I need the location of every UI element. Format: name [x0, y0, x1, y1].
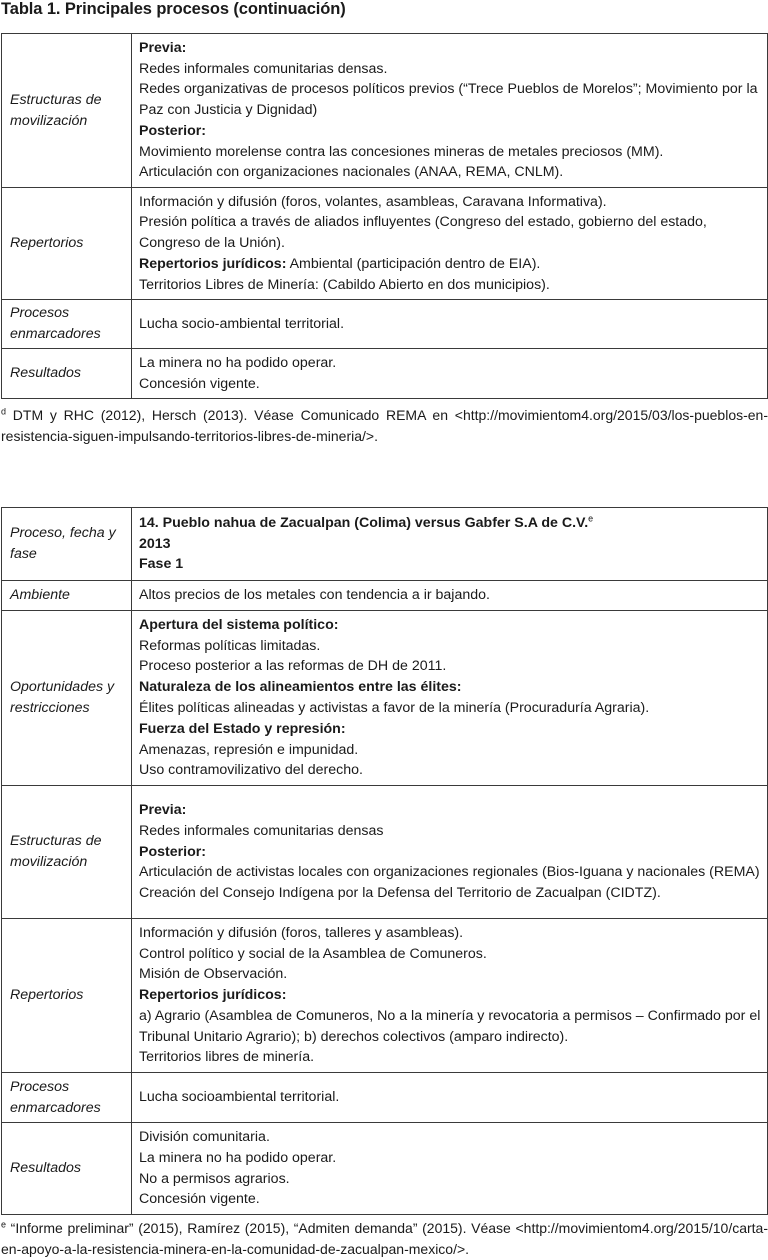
ambiente-text: Altos precios de los metales con tendencia a ir bajando.	[139, 587, 490, 604]
row-content-procesos	[132, 1073, 768, 1123]
oportunidades-heading: Naturaleza de los alineamientos entre las élites:	[139, 679, 462, 696]
row-label-procesos: Procesos enmarcadores	[2, 1073, 132, 1123]
proceso-fase: Fase 1	[139, 556, 184, 573]
row-label-ambiente: Ambiente	[2, 581, 132, 611]
repertorio-line: Control político y social de la Asamblea de Comuneros.	[139, 945, 487, 962]
row-content-repertorios	[132, 919, 768, 1073]
oportunidades-line: Élites políticas alineadas y activistas a favor de la minería (Procuraduría Agraria).	[139, 700, 650, 716]
proceso-year: 2013	[139, 535, 171, 552]
table-row	[2, 188, 768, 300]
repertorio-line: Información y difusión (foros, talleres y asambleas).	[139, 924, 464, 941]
posterior-line: Articulación con organizaciones nacionales (ANAA, REMA, CNLM).	[139, 164, 564, 181]
footnote-d	[1, 405, 768, 447]
repertorio-line: Presión política a través de aliados influyentes (Congreso del estado, gobierno del estado, Congreso de la Unión).	[139, 214, 707, 252]
oportunidades-line: Proceso posterior a las reformas de DH de 2011.	[139, 658, 447, 675]
row-content-estructuras	[132, 34, 768, 188]
repertorio-line: Misión de Observación.	[139, 966, 288, 983]
table-row	[2, 786, 768, 919]
repertorio-juridico-line	[139, 254, 763, 275]
juridicos-heading: Repertorios jurídicos:	[139, 255, 287, 272]
proceso-title: 14. Pueblo nahua de Zacualpan (Colima) versus Gabfer S.A de C.V.	[139, 514, 589, 531]
row-label-resultados: Resultados	[2, 349, 132, 399]
juridicos-heading: Repertorios jurídicos:	[139, 987, 287, 1004]
table-row	[2, 34, 768, 188]
previa-line: Redes organizativas de procesos políticos previos (“Trece Pueblos de Morelos”; Movimiento por la Paz con Justicia y Dignidad)	[139, 81, 758, 119]
oportunidades-line: Amenazas, represión e impunidad.	[139, 741, 359, 758]
footnote-marker: e	[588, 513, 594, 524]
footnote-marker: e	[1, 1219, 7, 1230]
row-label-repertorios: Repertorios	[2, 919, 132, 1073]
oportunidades-heading: Fuerza del Estado y represión:	[139, 720, 346, 737]
table-procesos-continuacion	[1, 33, 768, 399]
footnote-text: “Informe preliminar” (2015), Ramírez (2015), “Admiten demanda” (2015). Véase <http://movimientom4.org/2015/10/carta-en-apoyo-a-la-resistencia-minera-en-la-comunidad-de-zacualpan-mexico/>.	[1, 1220, 768, 1257]
previa-heading: Previa:	[139, 802, 187, 818]
oportunidades-heading: Apertura del sistema político:	[139, 616, 339, 633]
table-row	[2, 611, 768, 786]
posterior-line: Movimiento morelense contra las concesiones mineras de metales preciosos (MM).	[139, 143, 664, 160]
oportunidades-line: Uso contramovilizativo del derecho.	[139, 762, 363, 779]
row-content-resultados	[132, 1123, 768, 1215]
repertorio-line: Territorios Libres de Minería: (Cabildo Abierto en dos municipios).	[139, 276, 550, 293]
table-row	[2, 1073, 768, 1123]
repertorio-line: Territorios libres de minería.	[139, 1049, 315, 1066]
juridicos-text: Ambiental (participación dentro de EIA).	[286, 255, 541, 272]
row-label-procesos: Procesos enmarcadores	[2, 300, 132, 349]
row-content-proceso	[132, 508, 768, 581]
footnote-e	[1, 1218, 768, 1260]
resultado-line: División comunitaria.	[139, 1128, 270, 1145]
row-content-oportunidades	[132, 611, 768, 786]
page-title: Tabla 1. Principales procesos (continuación)	[1, 0, 346, 18]
table-row	[2, 508, 768, 581]
row-label-proceso: Proceso, fecha y fase	[2, 508, 132, 581]
footnote-marker: d	[1, 406, 7, 417]
table-row	[2, 349, 768, 399]
footnote-text: DTM y RHC (2012), Hersch (2013). Véase Comunicado REMA en <http://movimientom4.org/2015/03/los-pueblos-en-resistencia-siguen-impulsando-territorios-libres-de-mineria/>.	[1, 407, 768, 444]
procesos-text: Lucha socioambiental territorial.	[139, 1089, 340, 1106]
previa-line: Redes informales comunitarias densas.	[139, 60, 388, 77]
row-label-resultados: Resultados	[2, 1123, 132, 1215]
previa-heading: Previa:	[139, 39, 187, 56]
oportunidades-line: Reformas políticas limitadas.	[139, 637, 321, 654]
row-content-resultados	[132, 349, 768, 399]
resultado-line: Concesión vigente.	[139, 375, 260, 392]
repertorio-line: Información y difusión (foros, volantes, asambleas, Caravana Informativa).	[139, 193, 607, 210]
table-row	[2, 300, 768, 349]
row-label-oportunidades: Oportunidades y restricciones	[2, 611, 132, 786]
proceso-title-line	[139, 513, 763, 534]
posterior-heading: Posterior:	[139, 122, 207, 139]
row-content-repertorios	[132, 188, 768, 300]
posterior-line: Articulación de activistas locales con organizaciones regionales (Bios-Iguana y nacionales (REMA)	[139, 864, 760, 881]
resultado-line: No a permisos agrarios.	[139, 1170, 290, 1187]
posterior-line: Creación del Consejo Indígena por la Defensa del Territorio de Zacualpan (CIDTZ).	[139, 885, 661, 902]
table-row	[2, 1123, 768, 1215]
table-row	[2, 581, 768, 611]
procesos-text: Lucha socio-ambiental territorial.	[139, 315, 345, 332]
resultado-line: La minera no ha podido operar.	[139, 354, 337, 371]
table-proceso-14	[1, 507, 768, 1215]
row-label-estructuras: Estructuras de movilización	[2, 786, 132, 919]
resultado-line: La minera no ha podido operar.	[139, 1149, 337, 1166]
row-content-ambiente	[132, 581, 768, 611]
previa-line: Redes informales comunitarias densas	[139, 822, 384, 839]
row-label-estructuras: Estructuras de movilización	[2, 34, 132, 188]
row-content-estructuras	[132, 786, 768, 919]
table-row	[2, 919, 768, 1073]
resultado-line: Concesión vigente.	[139, 1191, 260, 1208]
row-label-repertorios: Repertorios	[2, 188, 132, 300]
repertorio-line: a) Agrario (Asamblea de Comuneros, No a la minería y revocatoria a permisos – Confirmado por el Tribunal Unitario Agrario); b) derechos colectivos (amparo indirecto).	[139, 1007, 761, 1045]
row-content-procesos	[132, 300, 768, 349]
posterior-heading: Posterior:	[139, 843, 207, 860]
